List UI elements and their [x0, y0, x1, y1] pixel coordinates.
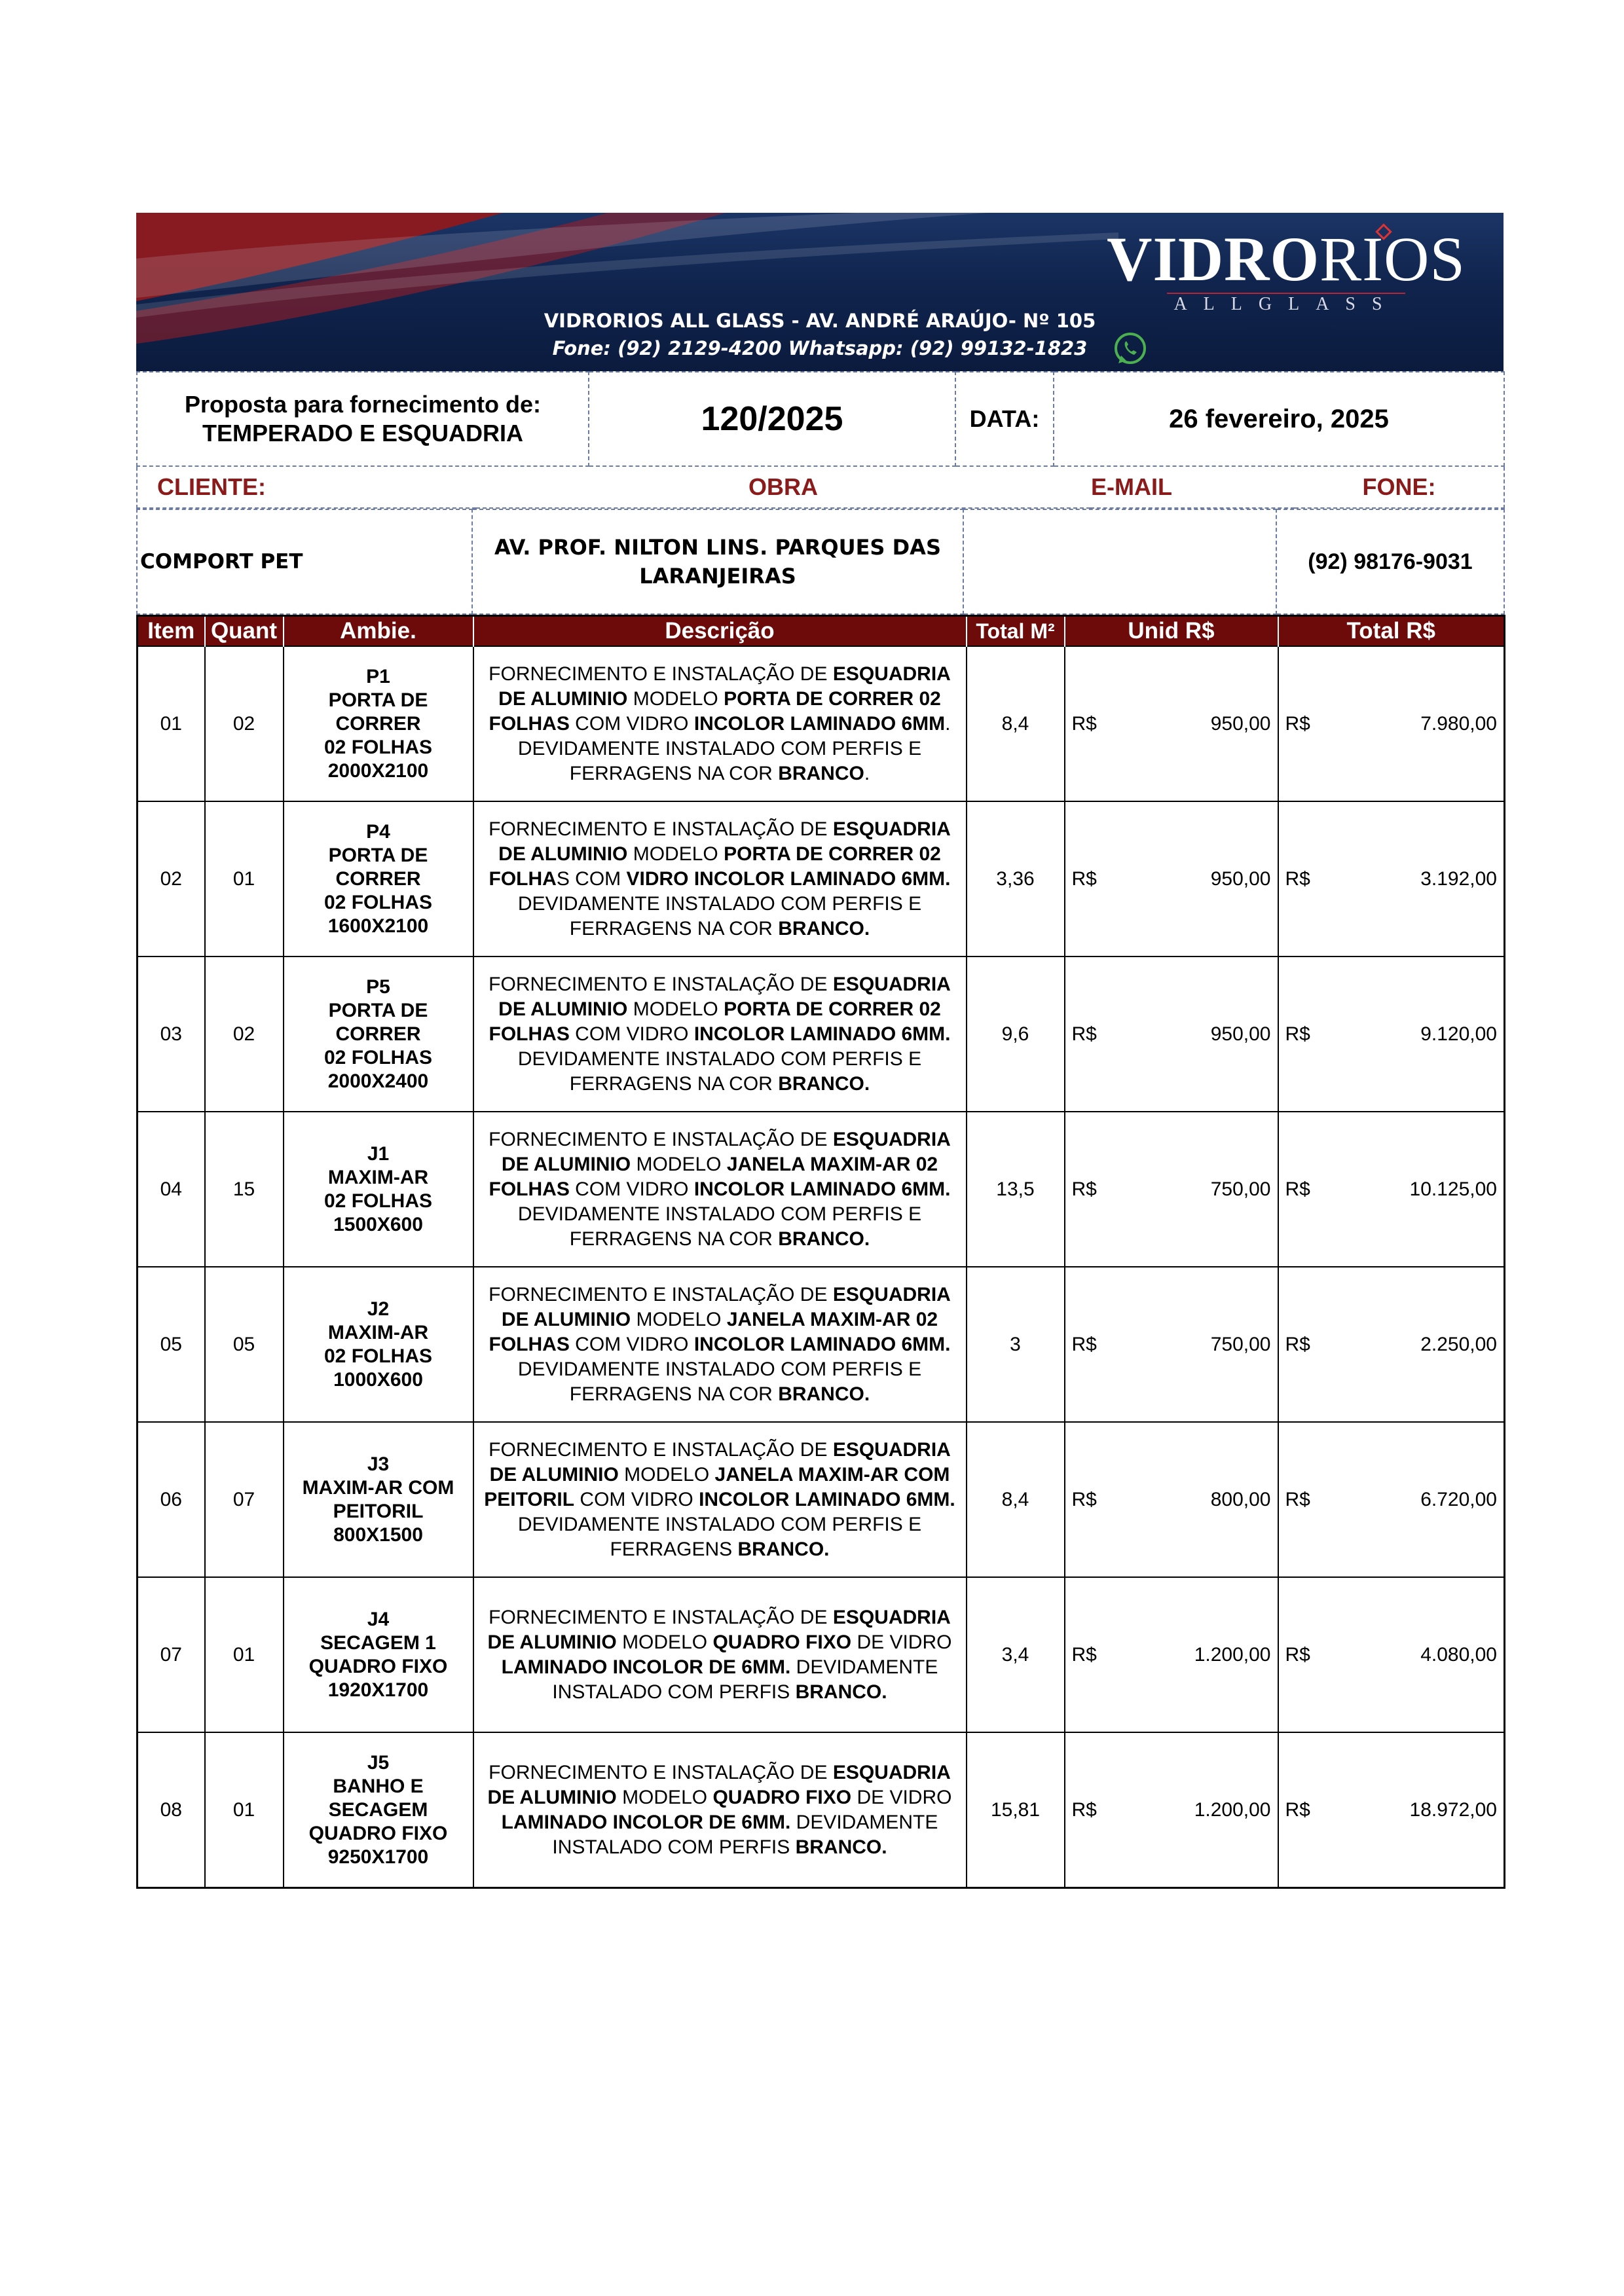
description-bold-segment: BRANCO — [778, 762, 864, 784]
description-bold-segment: ESQUADRIA DE ALUMINIO — [487, 1606, 951, 1653]
item-ambiente — [284, 1112, 473, 1267]
proposal-info-table — [136, 371, 1505, 467]
description-bold-segment: ESQUADRIA DE ALUMINIO — [498, 663, 951, 710]
company-phones: Fone: (92) 2129-4200 Whatsapp: (92) 99132-1823 — [552, 337, 1088, 359]
company-header-banner — [136, 213, 1504, 371]
fone-label: FONE: — [1295, 467, 1504, 508]
description-bold-segment: JANELA MAXIM-AR 02 FOLHAS — [489, 1308, 938, 1355]
item-quantity: 15 — [205, 1112, 284, 1267]
date-label: DATA: — [955, 372, 1054, 466]
ambiente-line: QUADRO FIXO — [308, 1822, 448, 1844]
item-quantity: 01 — [205, 801, 284, 957]
company-address: VIDRORIOS ALL GLASS - AV. ANDRÉ ARAÚJO- Nº 105 — [544, 310, 1096, 332]
currency-symbol: R$ — [1285, 712, 1310, 735]
item-number: 07 — [138, 1577, 205, 1732]
currency-symbol: R$ — [1285, 1023, 1310, 1045]
description-bold-segment: BRANCO. — [778, 1228, 870, 1250]
description-segment: COM VIDRO — [574, 1488, 699, 1510]
proposal-title: Proposta para fornecimento de: TEMPERADO E ESQUADRIA — [137, 372, 589, 466]
description-bold-segment: JANELA MAXIM-AR 02 FOLHAS — [489, 1153, 938, 1200]
description-segment: MODELO — [627, 687, 724, 710]
items-table — [136, 615, 1505, 1889]
ambiente-line: MAXIM-AR COM — [302, 1476, 454, 1499]
description-bold-segment: ESQUADRIA DE ALUMINIO — [489, 1438, 951, 1485]
unit-price-value: 800,00 — [1210, 1488, 1271, 1510]
description-bold-segment: INCOLOR LAMINADO 6MM — [693, 712, 946, 735]
description-bold-segment: ESQUADRIA DE ALUMINIO — [487, 1761, 951, 1808]
item-quantity: 01 — [205, 1732, 284, 1888]
description-bold-segment: ESQUADRIA DE ALUMINIO — [501, 1283, 951, 1330]
description-segment: COM VIDRO — [569, 1023, 694, 1045]
items-table-header — [138, 616, 1505, 647]
description-segment: DEVIDAMENTE INSTALADO COM PERFIS — [552, 1811, 938, 1858]
description-bold-segment: PORTA DE CORRER 02 FOLHAS — [489, 998, 941, 1045]
item-unit-price — [1065, 801, 1278, 957]
unit-price-value: 1.200,00 — [1194, 1643, 1271, 1666]
description-bold-segment: LAMINADO INCOLOR DE 6MM. — [501, 1656, 791, 1678]
client-values-row — [136, 509, 1505, 615]
description-segment: MODELO — [616, 1786, 713, 1808]
unit-price-value: 950,00 — [1210, 867, 1271, 890]
item-ambiente — [284, 801, 473, 957]
item-total-price — [1278, 801, 1505, 957]
proposal-sheet — [136, 213, 1504, 1889]
currency-symbol: R$ — [1071, 1023, 1097, 1045]
description-segment: FORNECIMENTO E INSTALAÇÃO DE — [489, 818, 833, 840]
total-price-value: 9.120,00 — [1420, 1023, 1497, 1045]
currency-symbol: R$ — [1285, 1333, 1310, 1355]
ambiente-line: 2000X2100 — [327, 759, 429, 782]
ambiente-line: MAXIM-AR — [327, 1166, 429, 1188]
item-total-m2: 3,36 — [967, 801, 1065, 957]
currency-symbol: R$ — [1285, 867, 1310, 890]
item-ambiente — [284, 957, 473, 1112]
description-bold-segment: BRANCO. — [795, 1836, 887, 1858]
item-total-price — [1278, 1422, 1505, 1577]
item-number: 03 — [138, 957, 205, 1112]
item-number: 05 — [138, 1267, 205, 1422]
description-segment: FORNECIMENTO E INSTALAÇÃO DE — [489, 1761, 833, 1783]
ambiente-line: MAXIM-AR — [327, 1321, 429, 1343]
col-header-total-price: Total R$ — [1278, 616, 1505, 647]
table-row — [138, 1112, 1505, 1267]
item-description — [473, 1577, 967, 1732]
ambiente-line: 800X1500 — [333, 1523, 423, 1546]
item-number: 06 — [138, 1422, 205, 1577]
description-bold-segment: QUADRO FIXO — [712, 1786, 852, 1808]
total-price-value: 10.125,00 — [1409, 1178, 1497, 1200]
description-segment: DEVIDAMENTE INSTALADO COM PERFIS E FERRAGENS — [517, 1513, 922, 1560]
item-quantity: 01 — [205, 1577, 284, 1732]
ambiente-line: 02 FOLHAS — [323, 1345, 433, 1367]
item-total-m2: 3 — [967, 1267, 1065, 1422]
description-segment: . DEVIDAMENTE INSTALADO COM PERFIS E FERRAGENS NA COR — [517, 712, 951, 784]
description-bold-segment: BRANCO. — [778, 917, 870, 939]
ambiente-line: 2000X2400 — [327, 1070, 429, 1092]
item-ambiente — [284, 646, 473, 801]
description-segment: COM VIDRO — [569, 712, 694, 735]
currency-symbol: R$ — [1071, 1488, 1097, 1510]
client-name: COMPORT PET — [137, 509, 472, 614]
item-description — [473, 646, 967, 801]
description-segment: MODELO — [631, 1308, 727, 1330]
col-header-item: Item — [138, 616, 205, 647]
item-total-m2: 15,81 — [967, 1732, 1065, 1888]
description-segment: DEVIDAMENTE INSTALADO COM PERFIS E FERRAGENS NA COR — [517, 1048, 922, 1095]
item-description — [473, 1732, 967, 1888]
item-number: 02 — [138, 801, 205, 957]
ambiente-line: P1 — [366, 665, 390, 687]
item-ambiente — [284, 1422, 473, 1577]
description-segment: FORNECIMENTO E INSTALAÇÃO DE — [489, 1128, 833, 1150]
item-description — [473, 957, 967, 1112]
description-bold-segment: VIDRO INCOLOR LAMINADO 6MM. — [626, 867, 951, 890]
table-row — [138, 801, 1505, 957]
currency-symbol: R$ — [1285, 1643, 1310, 1666]
table-row — [138, 957, 1505, 1112]
item-ambiente — [284, 1267, 473, 1422]
item-quantity: 02 — [205, 957, 284, 1112]
total-price-value: 18.972,00 — [1409, 1798, 1497, 1821]
description-bold-segment: PORTA DE CORRER 02 FOLHAS — [489, 687, 941, 735]
description-segment: MODELO — [627, 998, 724, 1020]
col-header-ambiente: Ambie. — [284, 616, 473, 647]
item-unit-price — [1065, 1422, 1278, 1577]
description-bold-segment: ESQUADRIA DE ALUMINIO — [498, 818, 951, 865]
ambiente-line: PORTA DE CORRER — [328, 999, 428, 1045]
item-total-price — [1278, 1267, 1505, 1422]
total-price-value: 6.720,00 — [1420, 1488, 1497, 1510]
ambiente-line: 02 FOLHAS — [323, 736, 433, 758]
item-quantity: 05 — [205, 1267, 284, 1422]
description-segment: FORNECIMENTO E INSTALAÇÃO DE — [489, 973, 833, 995]
item-total-m2: 9,6 — [967, 957, 1065, 1112]
description-bold-segment: INCOLOR LAMINADO 6MM. — [693, 1178, 951, 1200]
currency-symbol: R$ — [1285, 1488, 1310, 1510]
ambiente-line: 1500X600 — [333, 1213, 423, 1235]
unit-price-value: 750,00 — [1210, 1178, 1271, 1200]
description-bold-segment: LAMINADO INCOLOR DE 6MM. — [501, 1811, 791, 1833]
col-header-quant: Quant — [205, 616, 284, 647]
description-segment: COM VIDRO — [569, 1178, 694, 1200]
whatsapp-icon — [1112, 331, 1149, 367]
ambiente-line: J2 — [367, 1298, 390, 1320]
company-logo: VIDRORIOS ALLGLASS — [1107, 224, 1466, 314]
item-quantity: 02 — [205, 646, 284, 801]
currency-symbol: R$ — [1071, 1798, 1097, 1821]
description-bold-segment: ESQUADRIA DE ALUMINIO — [498, 973, 951, 1020]
ambiente-line: SECAGEM 1 — [320, 1631, 436, 1654]
ambiente-line: PEITORIL — [333, 1500, 424, 1522]
item-unit-price — [1065, 1732, 1278, 1888]
item-total-price — [1278, 957, 1505, 1112]
ambiente-line: J5 — [367, 1751, 390, 1774]
description-segment: MODELO — [631, 1153, 727, 1175]
currency-symbol: R$ — [1071, 1178, 1097, 1200]
item-number: 04 — [138, 1112, 205, 1267]
obra-address: AV. PROF. NILTON LINS. PARQUES DAS LARANJEIRAS — [472, 509, 963, 614]
item-unit-price — [1065, 1577, 1278, 1732]
item-unit-price — [1065, 646, 1278, 801]
description-segment: DEVIDAMENTE INSTALADO COM PERFIS — [552, 1656, 938, 1703]
description-bold-segment: JANELA MAXIM-AR COM PEITORIL — [484, 1463, 950, 1510]
table-row — [138, 1267, 1505, 1422]
item-number: 01 — [138, 646, 205, 801]
description-bold-segment: INCOLOR LAMINADO 6MM. — [693, 1023, 951, 1045]
table-row — [138, 1732, 1505, 1888]
col-header-total-m2: Total M² — [967, 616, 1065, 647]
item-unit-price — [1065, 1112, 1278, 1267]
description-segment: . — [864, 762, 870, 784]
table-row — [138, 1422, 1505, 1577]
item-total-price — [1278, 1577, 1505, 1732]
item-total-price — [1278, 1732, 1505, 1888]
item-total-price — [1278, 1112, 1505, 1267]
item-total-m2: 3,4 — [967, 1577, 1065, 1732]
ambiente-line: 1000X600 — [333, 1368, 423, 1391]
client-phone: (92) 98176-9031 — [1276, 509, 1504, 614]
total-price-value: 7.980,00 — [1420, 712, 1497, 735]
description-segment: FORNECIMENTO E INSTALAÇÃO DE — [489, 1606, 833, 1628]
col-header-unit-price: Unid R$ — [1065, 616, 1278, 647]
item-unit-price — [1065, 957, 1278, 1112]
description-segment: DEVIDAMENTE INSTALADO COM PERFIS E FERRAGENS NA COR — [517, 1358, 922, 1405]
ambiente-line: J3 — [367, 1453, 390, 1475]
description-bold-segment: PORTA DE CORRER 02 FOLHA — [489, 843, 941, 890]
description-bold-segment: BRANCO. — [778, 1383, 870, 1405]
item-total-m2: 13,5 — [967, 1112, 1065, 1267]
currency-symbol: R$ — [1285, 1798, 1310, 1821]
description-segment: DEVIDAMENTE INSTALADO COM PERFIS E FERRAGENS NA COR — [517, 892, 922, 939]
item-total-m2: 8,4 — [967, 1422, 1065, 1577]
table-row — [138, 1577, 1505, 1732]
item-ambiente — [284, 1732, 473, 1888]
item-number: 08 — [138, 1732, 205, 1888]
unit-price-value: 750,00 — [1210, 1333, 1271, 1355]
proposal-number: 120/2025 — [589, 372, 955, 466]
ambiente-line: J4 — [367, 1608, 390, 1630]
client-email — [963, 509, 1276, 614]
description-bold-segment: ESQUADRIA DE ALUMINIO — [501, 1128, 951, 1175]
item-description — [473, 801, 967, 957]
description-segment: MODELO — [627, 843, 724, 865]
ambiente-line: P4 — [366, 820, 390, 843]
client-labels-row — [136, 467, 1505, 509]
item-total-price — [1278, 646, 1505, 801]
proposal-date: 26 fevereiro, 2025 — [1054, 372, 1504, 466]
description-segment: FORNECIMENTO E INSTALAÇÃO DE — [489, 663, 833, 685]
table-row — [138, 646, 1505, 801]
currency-symbol: R$ — [1071, 867, 1097, 890]
item-description — [473, 1112, 967, 1267]
description-segment: MODELO — [616, 1631, 713, 1653]
currency-symbol: R$ — [1071, 712, 1097, 735]
currency-symbol: R$ — [1285, 1178, 1310, 1200]
total-price-value: 4.080,00 — [1420, 1643, 1497, 1666]
description-bold-segment: INCOLOR LAMINADO 6MM. — [693, 1333, 951, 1355]
total-price-value: 2.250,00 — [1420, 1333, 1497, 1355]
item-quantity: 07 — [205, 1422, 284, 1577]
description-bold-segment: INCOLOR LAMINADO 6MM. — [699, 1488, 955, 1510]
email-label: E-MAIL — [1090, 467, 1295, 508]
description-segment: MODELO — [618, 1463, 715, 1485]
ambiente-line: QUADRO FIXO — [308, 1655, 448, 1677]
ambiente-line: 02 FOLHAS — [323, 1190, 433, 1212]
description-segment: FORNECIMENTO E INSTALAÇÃO DE — [489, 1283, 833, 1305]
client-label: CLIENTE: — [137, 467, 476, 508]
currency-symbol: R$ — [1071, 1333, 1097, 1355]
ambiente-line: 1920X1700 — [327, 1679, 429, 1701]
obra-label: OBRA — [476, 467, 1090, 508]
description-segment: COM VIDRO — [569, 1333, 694, 1355]
item-total-m2: 8,4 — [967, 646, 1065, 801]
description-bold-segment: BRANCO. — [795, 1681, 887, 1703]
unit-price-value: 950,00 — [1210, 1023, 1271, 1045]
ambiente-line: 02 FOLHAS — [323, 1046, 433, 1068]
ambiente-line: PORTA DE CORRER — [328, 689, 428, 735]
item-ambiente — [284, 1577, 473, 1732]
unit-price-value: 950,00 — [1210, 712, 1271, 735]
col-header-descricao: Descrição — [473, 616, 967, 647]
description-segment: FORNECIMENTO E INSTALAÇÃO DE — [489, 1438, 833, 1461]
ambiente-line: J1 — [367, 1142, 390, 1165]
description-segment: DE VIDRO — [851, 1786, 952, 1808]
ambiente-line: PORTA DE CORRER — [328, 844, 428, 890]
ambiente-line: BANHO E SECAGEM — [328, 1775, 428, 1821]
ambiente-line: 1600X2100 — [327, 915, 429, 937]
description-bold-segment: BRANCO. — [778, 1072, 870, 1095]
description-segment: S COM — [556, 867, 627, 890]
description-segment: DEVIDAMENTE INSTALADO COM PERFIS E FERRAGENS NA COR — [517, 1203, 922, 1250]
unit-price-value: 1.200,00 — [1194, 1798, 1271, 1821]
currency-symbol: R$ — [1071, 1643, 1097, 1666]
item-description — [473, 1267, 967, 1422]
item-description — [473, 1422, 967, 1577]
description-bold-segment: QUADRO FIXO — [712, 1631, 852, 1653]
ambiente-line: P5 — [366, 975, 390, 998]
total-price-value: 3.192,00 — [1420, 867, 1497, 890]
ambiente-line: 02 FOLHAS — [323, 891, 433, 913]
description-bold-segment: BRANCO. — [737, 1538, 830, 1560]
description-segment: DE VIDRO — [851, 1631, 952, 1653]
ambiente-line: 9250X1700 — [327, 1846, 429, 1868]
item-unit-price — [1065, 1267, 1278, 1422]
